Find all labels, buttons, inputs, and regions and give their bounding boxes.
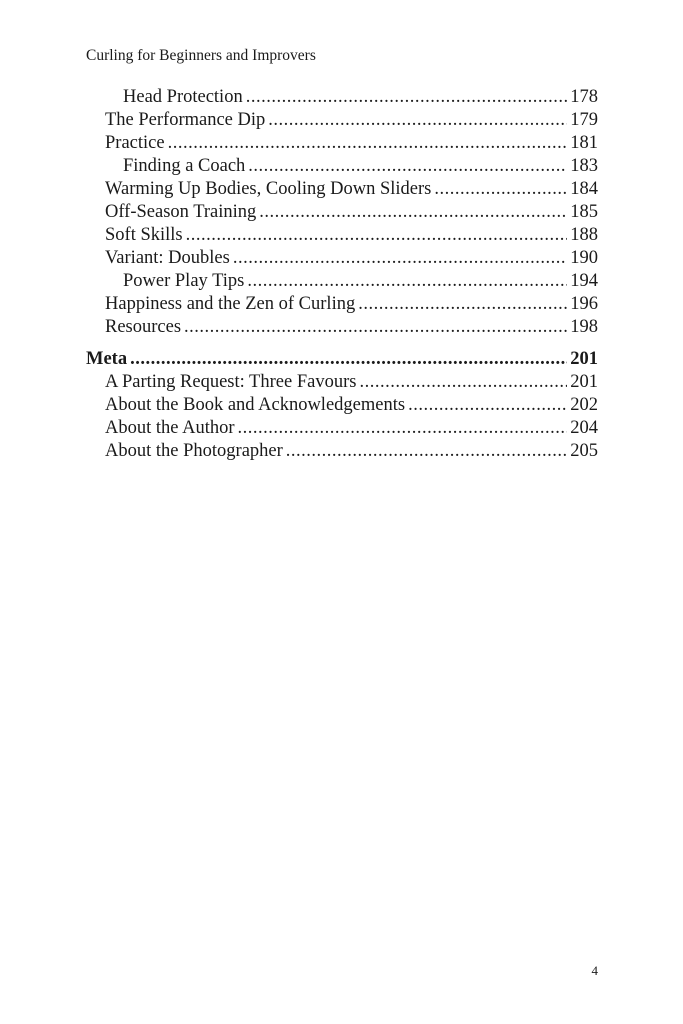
toc-entry-page: 188 (570, 225, 598, 245)
page-number: 4 (591, 963, 598, 978)
toc-leader-dots (246, 86, 568, 109)
toc-entry-title: About the Photographer (105, 441, 283, 461)
toc-entry-page: 183 (570, 156, 598, 176)
toc-entry-off-season-training (86, 201, 598, 224)
toc-leader-dots (359, 371, 567, 394)
toc-entry-title: Variant: Doubles (105, 248, 230, 268)
toc-entry-page: 194 (570, 271, 598, 291)
toc-leader-dots (238, 417, 568, 440)
toc-entry-parting-request (86, 371, 598, 394)
toc-entry-page: 205 (570, 441, 598, 461)
toc-entry-page: 198 (570, 317, 598, 337)
toc-leader-dots (358, 293, 567, 316)
toc-entry-title: A Parting Request: Three Favours (105, 372, 357, 392)
running-header: Curling for Beginners and Improvers (86, 47, 316, 64)
toc-entry-page: 190 (570, 248, 598, 268)
toc-entry-page: 178 (570, 87, 598, 107)
toc-entry-page: 201 (570, 372, 598, 392)
toc-entry-title: Happiness and the Zen of Curling (105, 294, 356, 314)
toc-entry-title: About the Book and Acknowledgements (105, 395, 406, 415)
toc-entry-title: Power Play Tips (123, 271, 245, 291)
toc-leader-dots (168, 132, 568, 155)
toc-leader-dots (184, 316, 567, 339)
toc-entry-power-play-tips (86, 270, 598, 293)
toc-entry-head-protection (86, 86, 598, 109)
toc-entry-about-the-book (86, 394, 598, 417)
toc-entry-practice (86, 132, 598, 155)
toc-section-meta (86, 348, 598, 371)
toc-entry-warming-up (86, 178, 598, 201)
toc-entry-performance-dip (86, 109, 598, 132)
toc-leader-dots (130, 348, 567, 371)
toc-leader-dots (247, 270, 567, 293)
toc-leader-dots (233, 247, 567, 270)
toc-entry-page: 202 (570, 395, 598, 415)
toc-leader-dots (186, 224, 568, 247)
toc-entry-title: About the Author (105, 418, 235, 438)
toc-entry-page: 179 (570, 110, 598, 130)
toc-entry-page: 196 (570, 294, 598, 314)
toc-entry-about-the-photographer (86, 440, 598, 463)
toc-entry-title: Warming Up Bodies, Cooling Down Sliders (105, 179, 432, 199)
toc-section-page: 201 (570, 349, 598, 369)
toc-entry-happiness-zen (86, 293, 598, 316)
toc-entry-finding-a-coach (86, 155, 598, 178)
toc-entry-title: Head Protection (123, 87, 243, 107)
toc-entry-page: 184 (570, 179, 598, 199)
toc-leader-dots (408, 394, 567, 417)
toc-entry-soft-skills (86, 224, 598, 247)
toc-leader-dots (248, 155, 567, 178)
toc-leader-dots (434, 178, 567, 201)
toc-entry-variant-doubles (86, 247, 598, 270)
toc-entry-title: Off-Season Training (105, 202, 257, 222)
toc-entry-page: 181 (570, 133, 598, 153)
toc-leader-dots (259, 201, 567, 224)
table-of-contents (86, 86, 598, 463)
toc-entry-title: The Performance Dip (105, 110, 266, 130)
toc-section-title: Meta (86, 349, 128, 369)
toc-leader-dots (268, 109, 567, 132)
toc-entry-title: Soft Skills (105, 225, 183, 245)
toc-entry-title: Resources (105, 317, 182, 337)
toc-entry-about-the-author (86, 417, 598, 440)
toc-entry-resources (86, 316, 598, 339)
toc-entry-title: Practice (105, 133, 165, 153)
toc-entry-page: 204 (570, 418, 598, 438)
toc-entry-title: Finding a Coach (123, 156, 246, 176)
toc-leader-dots (286, 440, 567, 463)
toc-entry-page: 185 (570, 202, 598, 222)
